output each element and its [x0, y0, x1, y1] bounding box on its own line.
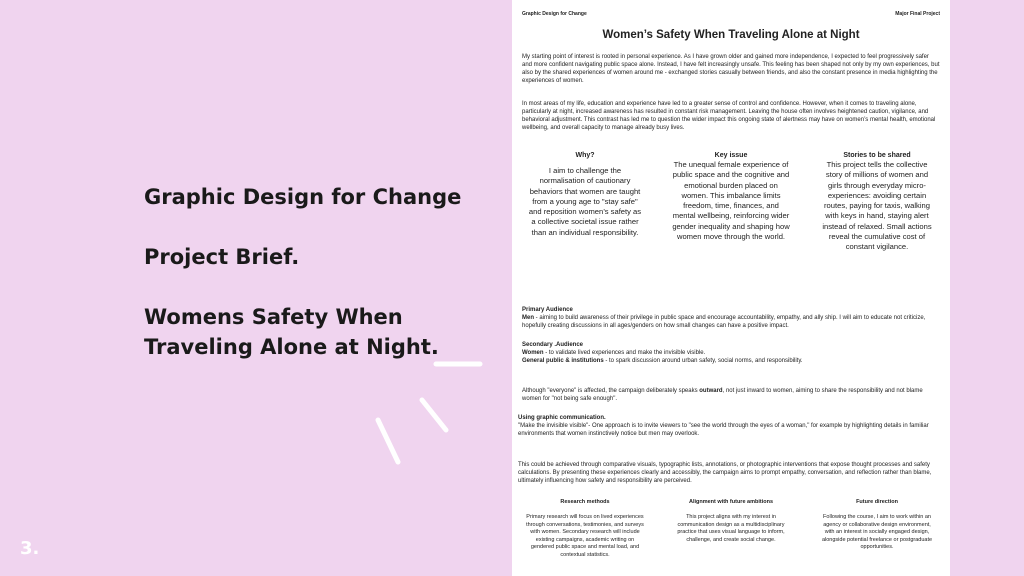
alignment-heading: Alignment with future ambitions — [688, 499, 774, 505]
graphic-communication-heading: Using graphic communication. — [518, 415, 606, 421]
summary-columns — [512, 499, 950, 560]
secondary-general-label: General public & institutions — [522, 358, 604, 364]
graphic-communication-text: "Make the invisible visible"- One approach is to invite viewers to "see the world through the eyes of a woman," for example by highlighting details in familiar environments that women instinctively notice but men may overlook. — [518, 423, 929, 437]
primary-audience-description: - aiming to build awareness of their privilege in public space and encourage accountability, empathy, and ally ship. I will aim to educate not criticize, hopefully creating discussions in all ages/genders on how small changes can have a positive impact. — [522, 315, 926, 329]
slide-number: 3. — [20, 538, 40, 559]
stories-heading: Stories to be shared — [843, 152, 911, 159]
research-heading: Research methods — [560, 499, 610, 505]
key-issue-heading: Key issue — [714, 152, 748, 159]
stroke-bottom — [378, 420, 398, 462]
approach-paragraph: This could be achieved through comparative visuals, typographic lists, annotations, or photographic interventions that expose thought processes and safety calculations. By presenting these experiences clearly and accessibly, the campaign aims to prompt empathy, conversation, and reflection rather than blame, ultimately influencing how safety and responsibility are perceived. — [518, 462, 932, 484]
secondary-women-text: - to validate lived experiences and make the invisible visible. — [543, 350, 706, 356]
stroke-middle — [422, 400, 446, 430]
research-column — [526, 499, 644, 560]
course-title: Graphic Design for Change — [144, 185, 462, 209]
everyone-emphasis: outward — [699, 388, 723, 394]
brief-label: Project Brief. — [144, 245, 300, 269]
everyone-text-start: Although "everyone" is affected, the campaign deliberately speaks — [522, 388, 700, 394]
alignment-column — [672, 499, 790, 560]
document-header — [522, 10, 940, 18]
intro-paragraph-2: In most areas of my life, education and experience have led to a greater sense of control and confidence. However, when it comes to traveling alone, particularly at night, increased awareness has resulted in constant risk management. Leaving the house often involves heightened caution, vigilance, and behavioral adjustment. This contrast has led me to question the wider impact this ongoing state of alertness may have on women’s mental health, emotional wellbeing, and overall capacity to manage already busy lives. — [522, 101, 936, 131]
stories-column — [818, 151, 936, 253]
decorative-strokes — [360, 350, 490, 470]
header-project: Major Final Project — [895, 11, 940, 17]
project-topic: Womens Safety When Traveling Alone at Night. — [144, 305, 439, 359]
secondary-general-text: - to spark discussion around urban safety, social norms, and responsibility. — [603, 358, 803, 364]
future-column — [818, 499, 936, 560]
secondary-audience — [522, 341, 940, 365]
secondary-women-label: Women — [522, 350, 544, 356]
future-heading: Future direction — [856, 499, 898, 505]
document-title: Women’s Safety When Traveling Alone at Night — [602, 29, 860, 41]
why-text: I aim to challenge the normalisation of cautionary behaviors that women are taught from a young age to "stay safe" and reposition women’s safety as a collective societal issue rather than an individual responsibility. — [528, 166, 642, 237]
future-text: Following the course, I aim to work within an agency or collaborative design environment, with an interest in socially engaged design, alongside potential freelance or postgraduate opportunities. — [821, 514, 933, 551]
graphic-communication — [518, 414, 940, 438]
everyone-paragraph — [522, 387, 940, 403]
why-column — [526, 151, 644, 253]
key-points-columns — [512, 151, 950, 253]
key-issue-text: The unequal female experience of public space and the cognitive and emotional burden placed on women. This imbalance limits freedom, time, finances, and mental wellbeing, reinforcing wider gender inequality and shaping how women move through the world. — [672, 160, 790, 242]
secondary-audience-heading: Secondary .Audience — [522, 342, 584, 348]
why-heading: Why? — [575, 152, 595, 159]
primary-audience-heading: Primary Audience — [522, 307, 573, 313]
research-text: Primary research will focus on lived experiences through conversations, testimonies, and surveys with women. Secondary research will include existing campaigns, academic writing on gendered public space and mental load, and contextual statistics. — [526, 514, 644, 558]
secondary-general — [522, 357, 940, 365]
stories-text: This project tells the collective story of millions of women and girls through everyday micro-experiences: avoiding certain routes, paying for taxis, walking with keys in hand, staying alert instead of relaxed. Small actions reveal the cumulative cost of constant vigilance. — [822, 160, 932, 252]
alignment-text: This project aligns with my interest in communication design as a multidisciplinary practice that uses visual language to inform, challenge, and create social change. — [677, 514, 785, 543]
secondary-women — [522, 349, 940, 357]
key-issue-column — [672, 151, 790, 253]
primary-audience-text — [522, 314, 940, 330]
primary-audience — [522, 306, 940, 330]
intro-paragraph-1: My starting point of interest is rooted in personal experience. As I have grown older and gained more independence, I expected to feel progressively safer and more confident navigating public space alone. Instead, I have felt increasingly unsafe. This feeling has been shaped not only by my own experiences, but also by the shared experiences of women around me - exchanged stories casually between friends, and also the constant presence in media highlighting the experiences of women. — [522, 54, 940, 84]
header-course: Graphic Design for Change — [522, 11, 587, 17]
primary-audience-label: Men — [522, 315, 534, 321]
project-brief-document — [512, 0, 950, 576]
everyone-text-end: , not just inward to women, aiming to share the responsibility and not blame women for "not being safe enough". — [522, 388, 923, 402]
